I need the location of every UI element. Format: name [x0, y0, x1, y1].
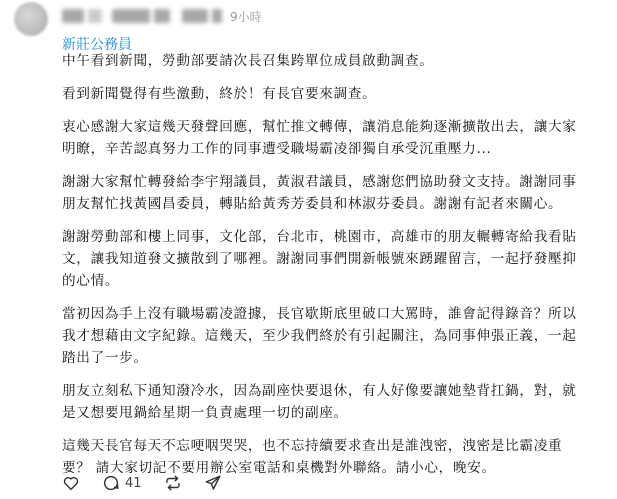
- post-paragraph: 衷心感謝大家這幾天發聲回應，幫忙推文轉傳，讓消息能夠逐漸擴散出去，讓大家 明瞭，辛苦認真努力工作的同事遭受職場霸凌卻獨自承受沉重壓力...: [62, 119, 577, 157]
- redacted-username: [212, 9, 222, 23]
- redacted-username: [88, 9, 102, 23]
- post-paragraph: 當初因為手上沒有職場霸凌證據，長官歇斯底里破口大罵時，誰會記得錄音？所以 我才想藉由文字紀錄。這幾天，至少我們終於有引起關注，為同事伸張正義，一起 踏出了一步。: [62, 306, 577, 366]
- redacted-username: [154, 9, 170, 23]
- comment-icon: [102, 474, 120, 492]
- post-paragraph: 看到新聞覺得有些激動，終於！有長官要來調查。: [62, 86, 377, 102]
- redacted-username: [112, 9, 150, 23]
- redacted-username: [62, 9, 84, 23]
- post-body: [62, 50, 610, 490]
- heart-icon: [62, 474, 80, 492]
- post-paragraph: 謝謝勞動部和樓上同事，文化部，台北市，桃園市，高雄市的朋友輾轉寄給我看貼 文，讓我知道發文擴散到了哪裡。謝謝同事們開新帳號來踴躍留言，一起抒發壓抑 的心情。: [62, 229, 577, 289]
- post-paragraph: 謝謝大家幫忙轉發給李宇翔議員，黃淑君議員，感謝您們協助發文支持。謝謝同事 朋友幫忙找黃國昌委員，轉貼給黃秀芳委員和林淑芬委員。謝謝有記者來關心。: [62, 174, 577, 212]
- post-paragraph: 這幾天長官每天不忘哽咽哭哭，也不忘持續要求查出是誰洩密，洩密是比霸凌重 要？ 請大家切記不要用辦公室電話和桌機對外聯絡。請小心，晚安。: [62, 438, 563, 476]
- action-bar: [62, 474, 222, 492]
- post-header: [62, 5, 262, 27]
- like-button[interactable]: [62, 474, 80, 492]
- share-icon: [204, 474, 222, 492]
- repost-button[interactable]: [164, 474, 182, 492]
- comment-button[interactable]: [102, 474, 142, 492]
- repost-icon: [164, 474, 182, 492]
- redacted-username: [182, 9, 208, 23]
- post-paragraph: 中午看到新聞，勞動部要請次長召集跨單位成員啟動調查。: [62, 53, 434, 69]
- author-tag[interactable]: 新莊公務員: [62, 37, 132, 53]
- share-button[interactable]: [204, 474, 222, 492]
- comment-count: 41: [125, 475, 142, 491]
- post-time: 9小時: [230, 9, 262, 24]
- avatar[interactable]: [14, 2, 48, 36]
- post-paragraph: 朋友立刻私下通知潑冷水，因為副座快要退休，有人好像要讓她墊背扛鍋，對，就 是又想要甩鍋給星期一負責處理一切的副座。: [62, 383, 577, 421]
